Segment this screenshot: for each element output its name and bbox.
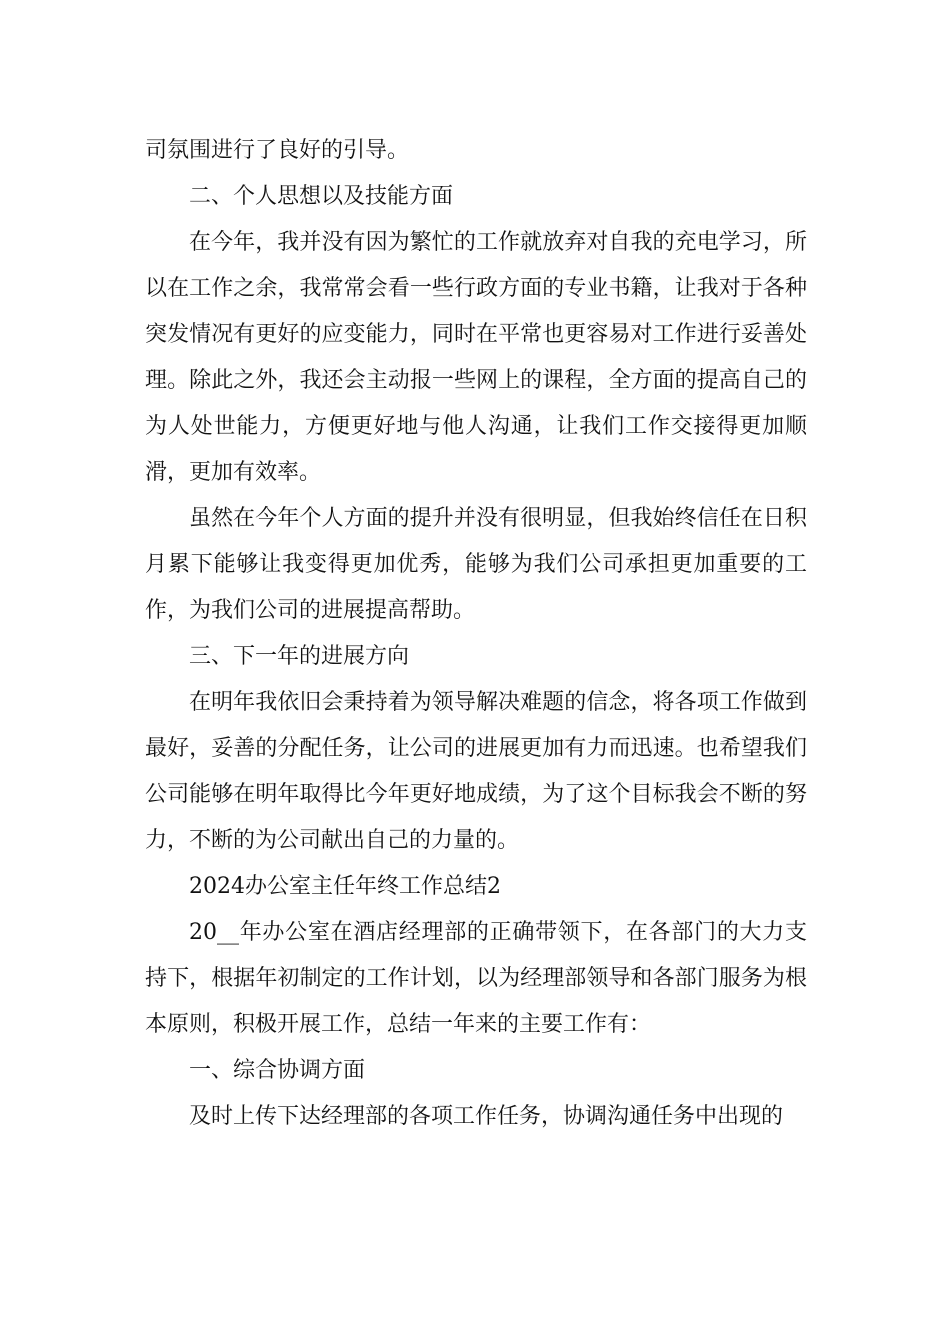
document-title-summary-2: 2024办公室主任年终工作总结2 [189, 874, 501, 899]
section-heading-coordination: 一、综合协调方面 [189, 1058, 366, 1083]
section-heading-personal-skills: 二、个人思想以及技能方面 [189, 184, 454, 209]
paragraph-improvement: 虽然在今年个人方面的提升并没有很明显，但我始终信任在日积月累下能够让我变得更加优秀，能够为我们公司承担更加重要的工作，为我们公司的进展提高帮助。 [145, 506, 807, 623]
paragraph-continuation: 司氛围进行了良好的引导。 [145, 138, 410, 163]
paragraph-study: 在今年，我并没有因为繁忙的工作就放弃对自我的充电学习，所以在工作之余，我常常会看一些行政方面的专业书籍，让我对于各种突发情况有更好的应变能力，同时在平常也更容易对工作进行妥善处理。除此之外，我还会主动报一些网上的课程，全方面的提高自己的为人处世能力，方便更好地与他人沟通，让我们工作交接得更加顺滑，更加有效率。 [145, 230, 807, 485]
section-heading-next-year: 三、下一年的进展方向 [189, 644, 410, 669]
paragraph-intro-summary-2: 20__年办公室在酒店经理部的正确带领下，在各部门的大力支持下，根据年初制定的工作计划，以为经理部领导和各部门服务为根本原则，积极开展工作，总结一年来的主要工作有： [145, 920, 807, 1037]
paragraph-next-year: 在明年我依旧会秉持着为领导解决难题的信念，将各项工作做到最好，妥善的分配任务，让公司的进展更加有力而迅速。也希望我们公司能够在明年取得比今年更好地成绩，为了这个目标我会不断的努力，不断的为公司献出自己的力量的。 [145, 690, 807, 853]
paragraph-coordination: 及时上传下达经理部的各项工作任务，协调沟通任务中出现的 [189, 1104, 784, 1129]
document-page [145, 128, 807, 1140]
